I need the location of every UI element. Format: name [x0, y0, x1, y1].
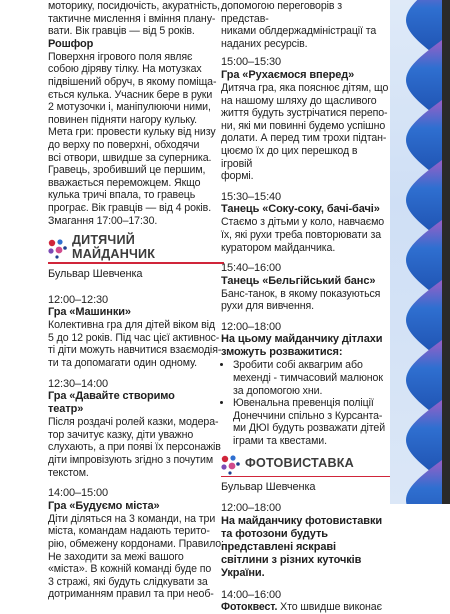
event-title: На майданчику фотовиставки: [221, 514, 383, 527]
text-line: Банс-танок, в якому показуються: [221, 287, 381, 300]
activity-list: [221, 359, 391, 447]
event-title: Гра «Машинки»: [48, 306, 131, 319]
text-line: рію, обмежену кордонами. Правило:: [48, 537, 224, 550]
text-line: текстом.: [48, 466, 89, 479]
section-divider: [48, 262, 224, 264]
festival-logo-icon: [219, 453, 241, 475]
section-title-line1: ДИТЯЧИЙ: [72, 233, 135, 248]
text-line: Не заходити за межі вашого: [48, 550, 184, 563]
text-line: на нашому шляху до щасливого: [221, 94, 377, 107]
list-item: [233, 359, 391, 397]
text-line: тор зачитує казку, діти уважно: [48, 428, 194, 441]
text-line: мехенді - тимчасовий малюнок: [233, 372, 383, 385]
event-title: та фотозони будуть: [221, 527, 328, 540]
text-line: повинен підняти нагору кульку.: [48, 113, 198, 126]
text-line: ється кулька. Учасник бере в руки: [48, 88, 213, 101]
text-line: Поверхня ігрового поля являє: [48, 50, 193, 63]
event-title-cont: театр»: [48, 403, 84, 416]
event-time: 15:30–15:40: [221, 190, 282, 203]
quest-text: Хто швидше виконає: [277, 601, 382, 614]
event-block: [221, 589, 391, 614]
text-line: рухи для вивчення.: [221, 300, 314, 313]
text-line: • Ювенальна превенція поліції: [233, 397, 374, 410]
text-line: до верху по поверхні, обходячи: [48, 138, 200, 151]
event-time: 12:00–18:00: [221, 320, 282, 333]
event-title: представлені яскраві: [221, 540, 336, 553]
text-line: Донеччини спільно з Курсанта-: [233, 409, 383, 422]
wave-pattern-icon: [390, 0, 442, 504]
section-title-line2: МАЙДАНЧИК: [72, 246, 156, 261]
text-line: вважається переможцем. Якщо: [48, 176, 201, 189]
roshfor-description: [48, 51, 224, 227]
event-title: Гра «Давайте створимо: [48, 390, 175, 403]
event-title: Танець «Бельгійський банс»: [221, 274, 376, 287]
event-block: [221, 262, 391, 313]
text-line: ти та допомагати один одному.: [48, 356, 197, 369]
right-column: [221, 0, 391, 614]
text-line: долати. А перед тим трохи підтан-: [221, 132, 387, 145]
text-line: допомогою переговорів з представ-: [221, 0, 342, 25]
text-line: наданих ресурсів.: [221, 37, 308, 50]
text-line: іграми та квестами.: [233, 435, 327, 448]
text-line: Дитяча гра, яка пояснює дітям, що: [221, 81, 389, 94]
event-title: світлини з різних куточків: [221, 553, 362, 566]
event-title: Гра «Рухаємося вперед»: [221, 68, 355, 81]
text-line: ни, які ми повинні будемо успішно: [221, 119, 386, 132]
text-line: кулька тричі впала, то гравець: [48, 189, 196, 202]
text-line: підвішений обруч, в якому поміща-: [48, 75, 217, 88]
text-line: Після роздачі ролей казки, модера-: [48, 416, 219, 429]
text-line: 3 стражі, які будуть слідкувати за: [48, 575, 208, 588]
event-block: [221, 191, 391, 254]
event-time: 12:00–12:30: [48, 293, 109, 306]
text-line: діти імпровізують згідно з почутим: [48, 453, 214, 466]
intro-text: [48, 0, 224, 38]
event-time: 12:30–14:00: [48, 377, 109, 390]
left-column: [48, 0, 224, 601]
text-line: за допомогою хни.: [233, 384, 323, 397]
event-block: [48, 487, 224, 601]
text-line: програє. Вік гравців — від 4 років.: [48, 201, 212, 214]
event-time: 14:00–16:00: [221, 588, 282, 601]
intro-text: [221, 0, 391, 50]
text-line: моторику, посидючість, акуратність,: [48, 0, 220, 12]
section-header-photo: [221, 453, 391, 475]
event-time: 15:00–15:30: [221, 56, 282, 69]
event-title: На цьому майданчику дітлахи: [221, 333, 383, 346]
text-line: життя будуть зустрічатися перепо-: [221, 107, 388, 120]
event-title-cont: зможуть розважитися:: [221, 346, 343, 359]
event-time: 15:40–16:00: [221, 262, 282, 275]
text-line: 5 до 12 років. Під час цієї активнос-: [48, 331, 220, 344]
text-line: • Зробити собі аквагрим або: [233, 359, 363, 372]
event-title: Танець «Соку-соку, бачі-бачі»: [221, 203, 380, 216]
text-line: собою діряву тілку. На мотузках: [48, 63, 202, 76]
section-venue: Бульвар Шевченка: [221, 481, 316, 494]
text-line: 2 мотузочки і, маніпулюючи ними,: [48, 101, 211, 114]
text-line: ми ДЮІ будуть розважати дітей: [233, 422, 386, 435]
text-line: куратором майданчика.: [221, 241, 336, 254]
quest-label: Фотоквест.: [221, 601, 278, 614]
page-edge: [442, 0, 450, 504]
event-block: [221, 56, 391, 182]
text-line: їх, які рухи треба повторювати за: [221, 228, 382, 241]
text-line: [221, 601, 391, 614]
list-item: [233, 397, 391, 447]
event-time: 12:00–18:00: [221, 502, 282, 515]
section-header-kids: [48, 234, 224, 261]
event-block: [221, 321, 391, 448]
text-line: всі отвори, швидше за суперника.: [48, 151, 212, 164]
text-line: Змагання 17:00–17:30.: [48, 214, 158, 227]
text-line: слухають, а при появі їх персонажів: [48, 441, 221, 454]
event-title: Гра «Будуємо міста»: [48, 499, 160, 512]
text-line: Мета гри: провести кульку від низу: [48, 126, 216, 139]
event-title: України.: [221, 566, 265, 579]
event-block: [48, 378, 224, 480]
text-line: ті діти можуть навчитися взаємодія-: [48, 344, 222, 357]
roshfor-title: Рошфор: [48, 37, 94, 50]
text-line: Колективна гра для дітей віком від: [48, 319, 216, 332]
text-line: Стаємо з дітьми у коло, навчаємо: [221, 216, 385, 229]
text-line: Діти діляться на 3 команди, на три: [48, 512, 216, 525]
text-line: никами облдержадміністрації та: [221, 25, 377, 38]
decorative-sidebar: [390, 0, 442, 504]
text-line: «міста». В кожній команді буде по: [48, 563, 212, 576]
text-line: Гравець, зробивший це першим,: [48, 164, 206, 177]
event-block: [221, 502, 391, 580]
text-line: формі.: [221, 170, 254, 183]
text-line: міста, командам надають терито-: [48, 525, 210, 538]
text-line: дотриманням правил та при необ-: [48, 588, 214, 601]
text-line: цюємо їх до цих перешкод в ігровій: [221, 144, 358, 170]
section-venue: Бульвар Шевченка: [48, 267, 143, 280]
event-block: [48, 294, 224, 370]
text-line: тактичне мислення і вміння плану-: [48, 12, 216, 25]
festival-logo-icon: [46, 237, 68, 259]
event-time: 14:00–15:00: [48, 487, 109, 500]
text-line: вати. Вік гравців — від 5 років.: [48, 25, 195, 38]
section-divider: [221, 476, 391, 478]
section-title: ФОТОВИСТАВКА: [245, 455, 354, 470]
